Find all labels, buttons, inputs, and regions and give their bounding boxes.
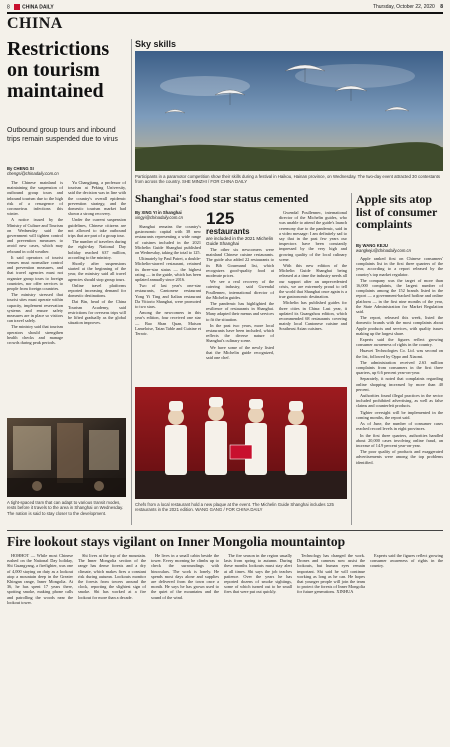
michelin-paragraph: Among the newcomers in this year's edition, four received one star — Bao Shan Quan, Maison Lameloise, Taian Table and Cuisine et Terroir.	[135, 310, 201, 337]
lead-subhead: Outbound group tours and inbound trips remain suspended due to virus	[7, 127, 118, 143]
lead-byline-name: By CHENG SI	[7, 166, 34, 171]
michelin-paragraph: With this new edition of the Michelin Guide Shanghai being released at a time the industry needs all our support after an unprecedented crisis, we are extremely proud to tell the world that Shanghai once again is a true gastronomic destination.	[279, 263, 347, 300]
fire-column-4	[224, 553, 292, 741]
column-divider	[131, 39, 132, 525]
lead-paragraph: The Chinese mainland is maintaining the suspension of outbound group tours and inbound tourism due to the high risk of a resurgence of coronavirus infections this winter.	[7, 180, 63, 217]
masthead-right	[373, 4, 443, 10]
fire-paragraph: HOHHOT — While most Chinese rushed on the National Day holiday, Shi Guangyang, a firefighter, was one of 4,000 staying on duty as a lookout atop a mountain deep in the Greater Khingan range, Inner Mongolia. At 36, he has spent 17 years there, spotting smoke, making phone calls and patrolling the woods near the lookout tower.	[7, 553, 73, 605]
apple-paragraph: The administration received 2.63 million complaints from consumers in the first three quarters, up 6.6 percent year-on-year.	[356, 359, 443, 376]
michelin-paragraph: We see a real recovery of the catering industry, said Gwendal Poullennec, international director of the Michelin guides.	[206, 279, 274, 300]
apple-paragraph: In the first three quarters, authorities handled about 20,000 cases involving online fraud, an increase of 14.9 percent year-on-year.	[356, 432, 443, 448]
michelin-byline-name: By XING YI in Shanghai	[135, 210, 182, 215]
lead-paragraph: It said operators of tourist venues must normalize control and prevention measures, and that travel agencies must not organize group tours to foreign countries, nor offer services to people from foreign countries.	[7, 254, 63, 292]
apple-paragraph: The company was the target of more than 16,000 complaints, the largest number of complaints among the 152 brands listed in the report — a government-backed hotline and online platform — in the first nine months of the year, the State Administration for Market Regulation said.	[356, 277, 443, 315]
masthead	[7, 3, 443, 11]
michelin-column-3	[279, 210, 347, 384]
lead-headline: Restrictions on tourism maintained	[7, 38, 110, 102]
feature-kicker: Sky skills	[135, 39, 177, 49]
page-number-right: 8	[440, 4, 443, 10]
section-title: CHINA	[7, 15, 63, 32]
michelin-headline: Shanghai's food star status cemented	[135, 193, 309, 205]
masthead-date: Thursday, October 22, 2020	[372, 4, 435, 10]
fire-column-6	[370, 553, 443, 741]
column-divider	[351, 193, 352, 525]
michelin-column-1	[135, 224, 201, 384]
apple-paragraph: Apple ranked first on Chinese consumers' complaints list in the first three quarters of the year, according to a report released by the country's top market regulator.	[356, 256, 443, 277]
lead-photo	[7, 418, 126, 497]
lead-column-2	[68, 180, 126, 414]
apple-paragraph: As of June, the number of consumer cases reached record levels in eight provinces.	[356, 421, 443, 432]
fire-paragraph: Shi lives at the top of the mountain. The Inner Mongolia section of the range has dense forests and a dry climate, which makes fires a constant risk during autumn. Lookouts monitor the forests from towers around the clock, reporting the slightest sign of smoke. Shi has worked at a fire lookout for more than a decade.	[78, 553, 146, 600]
michelin-column-2	[206, 247, 274, 384]
apple-byline-email: wangkeju@chinadaily.com.cn	[356, 248, 411, 253]
lead-paragraph: The ministry stressed that tourist sites must operate within capacity, implement reservation systems and ensure safety measures are in place so visitors can travel safely.	[7, 292, 63, 324]
china-daily-logo-icon	[14, 4, 20, 10]
lead-paragraph: Yu Changjiang, a professor of tourism at Peking University, said the decision was in line with the country's overall epidemic prevention strategy, and the domestic tourism market had shown a strong recovery.	[68, 180, 126, 217]
michelin-paragraph: Michelin has published guides for three cities in China: Last year, it updated its Guangzhou edition, which recommended 68 restaurants covering mainly local Cantonese cuisine and Southeast Asian cuisines.	[279, 300, 347, 332]
michelin-photo-caption: Chefs from a local restaurant hold a new plaque at the event. The Michelin Guide Shanghai includes 125 restaurants in the 2021 edition. WANG GANG / FOR CHINA DAILY	[135, 502, 334, 513]
michelin-byline	[135, 210, 201, 220]
fire-paragraph: Experts said the figures reflect growing consumer awareness of rights in the country.	[370, 553, 443, 569]
apple-byline	[356, 243, 444, 253]
michelin-paragraph: Two of last year's one-star restaurants, Cantonese restaurant Yong Yi Ting and Italian restaurant Da Vittorio Shanghai, were promoted to two stars.	[135, 283, 201, 310]
apple-paragraph: Experts said the figures reflect growing consumer awareness of rights in the country.	[356, 337, 443, 348]
apple-body	[356, 256, 443, 526]
lead-paragraph: The ministry said that tourism operators should strengthen health checks and manage crowds during peak periods.	[7, 324, 63, 346]
lead-column-1	[7, 180, 63, 414]
lead-photo-caption: A tight-spaced tram that can adapt to various transit modes, rests before it travels to the area in Shanghai on Wednesday. The nation is said to stay closer to the development.	[7, 500, 124, 516]
fire-column-3	[151, 553, 219, 741]
lead-byline	[7, 166, 125, 176]
lead-paragraph: The number of travelers during the eight-day National Day holiday reached 637 million, according to the ministry.	[68, 239, 126, 260]
michelin-paragraph: Ultimately by Paul Pairet, a double-Michelin-starred restaurant, retained its three-star status — the highest rating — in the guide, which has been updated annually since 2016.	[135, 256, 201, 283]
lead-paragraph: Dai Bin, head of the China Tourism Academy, said restrictions for overseas trips will be lifted gradually as the global situation improves.	[68, 299, 126, 326]
feature-caption: Participants in a paramotor competition show their skills during a festival in Haikou, Hainan province, on Wednesday. The two-day event attracted 30 contestants from across the country. SHE MINZHI / FOR CHINA DAILY	[135, 174, 441, 185]
fire-headline: Fire lookout stays vigilant on Inner Mongolia mountaintop	[7, 534, 346, 549]
michelin-paragraph: The pandemic has highlighted the resilience of restaurants in Shanghai. Many adapted their menus and services to fit the situation.	[206, 301, 274, 322]
lead-paragraph: Online travel platforms reported increasing demand for domestic destinations.	[68, 282, 126, 299]
michelin-paragraph: In the past two years, more local restaurants have been included, which reflects the diverse nature of Shanghai's culinary scene.	[206, 322, 274, 344]
masthead-rule	[7, 12, 443, 14]
michelin-photo	[135, 387, 347, 499]
apple-paragraph: The poor quality of products and exaggerated advertisements were among the top problems identified.	[356, 449, 443, 465]
michelin-paragraph: Gwendal Poullennec, international director of the Michelin guides, who was unable to attend the guide's launch ceremony due to the pandemic, said in a video message: I am definitely sad to say that in the past few years our inspectors have been constantly impressed by the very high and growing quality of the local culinary scene.	[279, 210, 347, 262]
michelin-stat-label: restaurants	[206, 227, 250, 236]
fire-paragraph: Technology has changed the work. Drones and cameras now assist the lookouts, but human eyes remain important. Shi said he will continue working as long as he can. He hopes that younger people will join the team to protect the forests of Inner Mongolia for future generations. XINHUA	[297, 553, 365, 595]
apple-byline-name: By WANG KEJU	[356, 243, 388, 248]
lead-paragraph: Under the current suspension guidelines, Chinese citizens are not allowed to take outbound trips that are part of a group tour.	[68, 217, 126, 239]
feature-photo	[135, 51, 443, 171]
masthead-left	[7, 4, 54, 10]
fire-paragraph: The fire season in the region usually lasts from spring to autumn. During these months lookouts must stay alert at all times. Shi says the job teaches patience. Over the years he has reported dozens of smoke sightings, some of which turned out to be small fires that were put out quickly.	[224, 553, 292, 595]
fire-column-5	[297, 553, 365, 741]
fire-column-1	[7, 553, 73, 741]
section-rule	[7, 530, 443, 531]
fire-paragraph: He lives in a small cabin beside the tower. Every morning he climbs up to check the surroundings with binoculars. The work is lonely. He spends most days alone and supplies are delivered from the town once a month. He says he has grown used to the quiet of the mountains and the sound of the wind.	[151, 553, 219, 600]
michelin-stat-number: 125	[206, 209, 235, 228]
michelin-paragraph: The other six newcomers were mainland Chinese cuisine restaurants. The guide also added 22 restaurants to its Bib Gourmand list, which recognizes good-quality food at moderate prices.	[206, 247, 274, 279]
fire-column-2	[78, 553, 146, 741]
lead-byline-email: chengsi@chinadaily.com.cn	[7, 171, 59, 176]
apple-headline: Apple sits atop list of consumer complaints	[356, 192, 438, 232]
michelin-stat-sub: are included in the 2021 Michelin Guide Shanghai	[206, 236, 274, 247]
apple-paragraph: The report, released this week, listed the domestic brands with the most complaints about Apple products and services, with quality issues making up the largest share.	[356, 315, 443, 336]
michelin-stat	[206, 210, 274, 247]
lead-paragraph: Shortly after suspensions started at the beginning of the year, the ministry said all travel agencies should stop group tours.	[68, 261, 126, 282]
lead-paragraph: A notice issued by the Ministry of Culture and Tourism on Wednesday said the government will tighten control and prevention measures to avoid new cases, which may rebound in cold weather.	[7, 217, 63, 254]
paper-name: CHINA DAILY	[22, 4, 54, 11]
michelin-byline-email: xingyi@chinadaily.com.cn	[135, 215, 183, 220]
apple-paragraph: Huawei Technologies Co. Ltd. was second on the list, followed by Oppo and Xiaomi.	[356, 348, 443, 359]
apple-paragraph: Tighter oversight will be implemented in the coming months, the report said.	[356, 409, 443, 420]
page-number: 8	[7, 4, 10, 11]
apple-paragraph: Separately, it noted that complaints regarding online shopping increased by more than 40 percent.	[356, 376, 443, 392]
apple-paragraph: Authorities found illegal practices in the sector included prohibited advertising, as well as false claims and counterfeit products.	[356, 393, 443, 409]
michelin-paragraph: Shanghai remains the country's gastronomic capital with 38 new restaurants representing a wide range of cuisines included in the 2021 Michelin Guide Shanghai published on Wednesday, taking the total to 125.	[135, 224, 201, 256]
michelin-paragraph: We have some of the newly listed that the Michelin guide recognized, said one chef.	[206, 344, 274, 361]
